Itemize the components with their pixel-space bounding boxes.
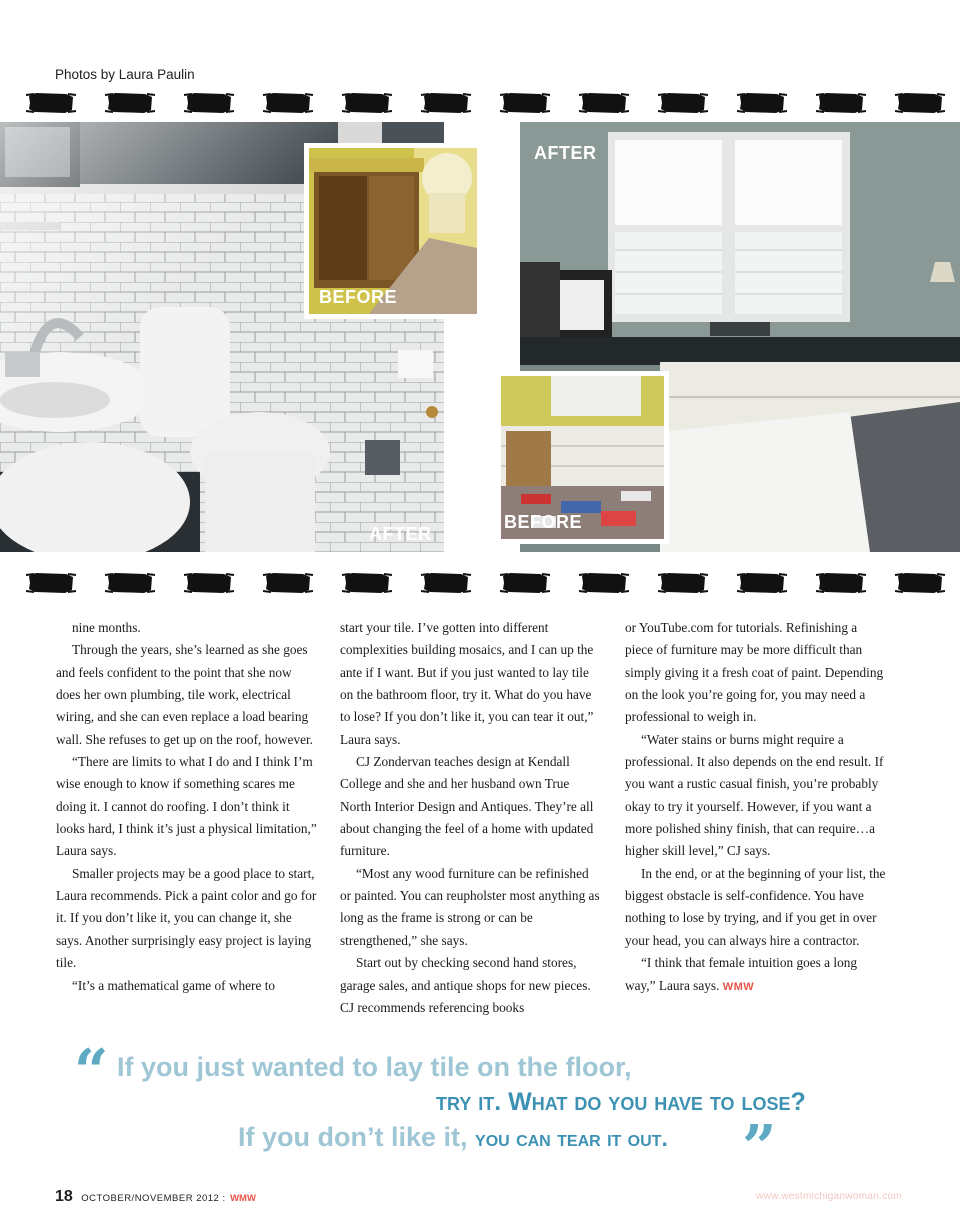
- paragraph-last: [625, 952, 887, 998]
- footer-url[interactable]: www.westmichiganwoman.com: [756, 1191, 902, 1202]
- paragraph: In the end, or at the beginning of your list, the biggest obstacle is self-confidence. You have nothing to lose by trying, and if you get in over your head, you can always hire a contractor.: [625, 865, 886, 948]
- pullquote-line-3b: you can tear it out.: [475, 1125, 668, 1151]
- paragraph: nine months.: [72, 620, 141, 635]
- paragraph: start your tile. I’ve gotten into different complexities building mosaics, and I can up the ante if I want. But if you just wanted to lay tile on the bathroom floor, try it. What do you have to lose? If you don’t like it, you can tear it out,” Laura says.: [340, 620, 594, 747]
- article-column-3: [625, 617, 887, 998]
- bedroom-before-label: BEFORE: [504, 512, 583, 532]
- paragraph: Through the years, she’s learned as she goes and feels confident to the point that she now does her own plumbing, tile work, electrical wiring, and she can even replace a load bearing wall. She refuses to get up on the roof, however.: [56, 642, 314, 747]
- paragraph-text: “I think that female intuition goes a long way,” Laura says.: [625, 955, 858, 993]
- pullquote-line-3a: If you don’t like it,: [238, 1122, 468, 1152]
- film-strip-graphic: [0, 90, 960, 116]
- pullquote-line-3: [238, 1122, 668, 1153]
- bedroom-after-label: AFTER: [534, 143, 597, 163]
- pullquote-line-2-text: try it. What do you have to lose?: [436, 1088, 806, 1116]
- footer-brand: WMW: [230, 1193, 256, 1204]
- paragraph: CJ Zondervan teaches design at Kendall College and she and her husband own True North Interior Design and Antiques. They’re all about changing the feel of a home with updated furniture.: [340, 754, 594, 859]
- paragraph: or YouTube.com for tutorials. Refinishing a piece of furniture may be more difficult than simply giving it a fresh coat of paint. Depending on the look you’re going for, you may need a professional to weigh in.: [625, 620, 884, 725]
- film-strip-graphic: [0, 570, 960, 596]
- end-tag: WMW: [722, 980, 755, 993]
- article-column-1: [56, 617, 318, 997]
- bathroom-after-label: AFTER: [369, 524, 432, 544]
- bathroom-before-label: BEFORE: [319, 287, 398, 307]
- film-strip-top: [0, 90, 960, 116]
- close-quote-mark: ”: [742, 1113, 777, 1183]
- paragraph: “There are limits to what I do and I think I’m wise enough to know if something scares me doing it. I cannot do roofing. I don’t think it looks hard, I think it’s just a physical limitation,” Laura says.: [56, 754, 317, 859]
- film-strip-bottom: [0, 570, 960, 596]
- pullquote-line-1: If you just wanted to lay tile on the floor,: [117, 1052, 632, 1082]
- page-number: 18: [55, 1188, 73, 1205]
- paragraph: Smaller projects may be a good place to start, Laura recommends. Pick a paint color and go for it. If you don’t like it, you can change it, she says. Another surprisingly easy project is laying tile.: [56, 865, 317, 971]
- article-column-2: [340, 617, 602, 1019]
- paragraph: “Water stains or burns might require a professional. It also depends on the end result. If you want a rustic casual finish, you’re probably okay to try it yourself. However, if you want a more polished shiny finish, that can require…a higher skill level,” CJ says.: [625, 731, 884, 859]
- issue-date: OCTOBER/NOVEMBER 2012 :: [81, 1193, 226, 1204]
- paragraph: Start out by checking second hand stores, garage sales, and antique shops for new pieces. CJ recommends referencing books: [340, 955, 591, 1015]
- page-footer: [55, 1188, 256, 1206]
- photo-credit: Photos by Laura Paulin: [55, 67, 195, 82]
- open-quote-mark: “: [74, 1037, 109, 1107]
- paragraph: “Most any wood furniture can be refinished or painted. You can reupholster most anything as long as the frame is strong or can be strengthened,” she says.: [340, 865, 600, 948]
- paragraph: “It’s a mathematical game of where to: [72, 977, 276, 993]
